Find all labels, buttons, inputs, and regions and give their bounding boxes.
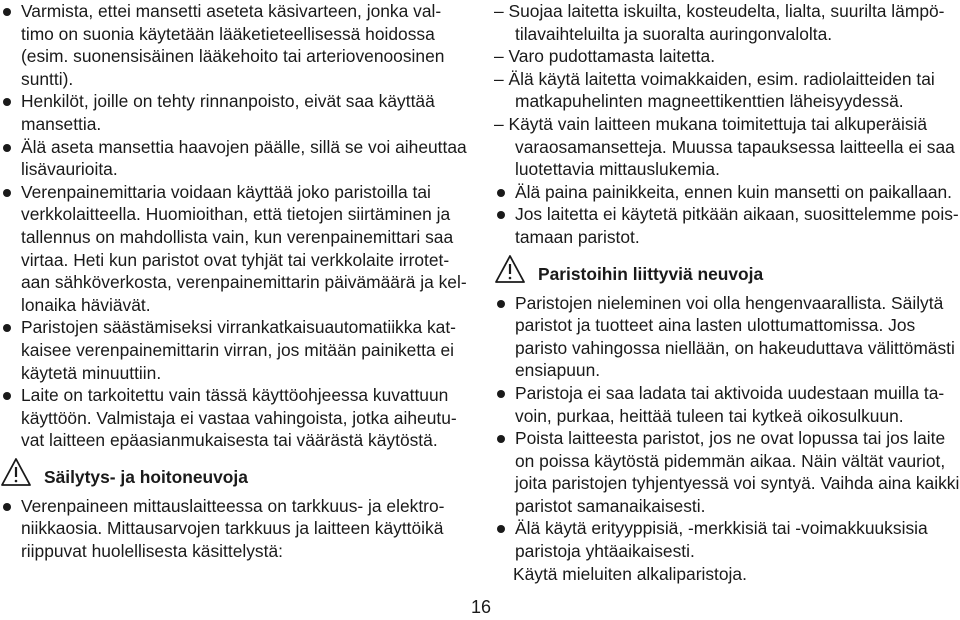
- bullet-item-line: [0, 226, 468, 249]
- bullet-item-line: [0, 316, 468, 339]
- bullet-item-line: [494, 472, 960, 495]
- text-line: [494, 563, 960, 586]
- text-line-content: Poista laitteesta paristot, jos ne ovat lopussa tai jos laite: [515, 428, 946, 449]
- bullet-item-line: [0, 0, 468, 23]
- bullet-item-line: [0, 158, 468, 181]
- text-line-content: Laite on tarkoitettu vain tässä käyttöohjeessa kuvattuun: [21, 385, 449, 406]
- text-line-content: paristo vahingossa niellään, on hakeuduttava välittömästi: [515, 337, 955, 358]
- bullet-item-line: [494, 337, 960, 360]
- bullet-item-line: [0, 495, 468, 518]
- bullet-item-line: [0, 362, 468, 385]
- section-heading-title: Paristoihin liittyviä neuvoja: [538, 263, 764, 284]
- text-line-content: tilavaihteluilta ja suoralta auringonvalolta.: [515, 23, 833, 44]
- text-line-content: (esim. suonensisäinen lääkehoito tai arteriovenoosinen: [21, 46, 445, 67]
- section-heading-title: Säilytys- ja hoitoneuvoja: [44, 466, 248, 487]
- bullet-dot-icon: [497, 189, 505, 197]
- dash-item-line: [494, 136, 960, 159]
- text-line-content: matkapuhelinten magneettikenttien läheisyydessä.: [515, 91, 904, 112]
- bullet-dot-icon: [3, 8, 11, 16]
- section-heading: [494, 249, 960, 292]
- text-line-content: luotettavia mittauslukemia.: [515, 159, 720, 180]
- text-line-content: käytetä minuuttiin.: [21, 362, 162, 383]
- bullet-item-line: [0, 90, 468, 113]
- page-number: 16: [471, 597, 492, 617]
- bullet-item-line: [494, 450, 960, 473]
- text-line-content: verkkolaitteella. Huomioithan, että tietojen siirtäminen ja: [21, 204, 451, 225]
- bullet-dot-icon: [497, 525, 505, 533]
- text-line-content: ensiapuun.: [515, 360, 601, 381]
- text-line-content: aan sähköverkosta, verenpainemittarin päivämäärä ja kel-: [21, 272, 467, 293]
- dash-item-line: [494, 45, 960, 68]
- bullet-item-line: [0, 384, 468, 407]
- text-line-content: – Suojaa laitetta iskuilta, kosteudelta, lialta, suurilta lämpö-: [494, 1, 945, 21]
- bullet-item-line: [0, 68, 468, 91]
- bullet-item-line: [494, 382, 960, 405]
- bullet-item-line: [0, 271, 468, 294]
- right-column: [494, 0, 960, 585]
- bullet-item-line: [0, 181, 468, 204]
- bullet-item-line: [0, 113, 468, 136]
- text-line-content: – Käytä vain laitteen mukana toimitettuja tai alkuperäisiä: [494, 113, 928, 134]
- bullet-item-line: [494, 427, 960, 450]
- text-line-content: vat laitteen epäasianmukaisesta tai väärästä käytöstä.: [21, 430, 438, 451]
- text-line-content: paristot ja tuotteet aina lasten ulottumattomissa. Jos: [515, 315, 916, 336]
- text-line-content: Älä käytä erityyppisiä, -merkkisiä tai -voimakkuuksisia: [515, 518, 928, 539]
- text-line-content: riippuvat huolellisesta käsittelystä:: [21, 541, 283, 562]
- bullet-item-line: [494, 203, 960, 226]
- text-line-content: Jos laitetta ei käytetä pitkään aikaan, suosittelemme pois-: [515, 204, 959, 225]
- text-line-content: paristot samanaikaisesti.: [515, 495, 706, 516]
- section-heading: [0, 452, 468, 495]
- text-line-content: mansettia.: [21, 113, 102, 134]
- text-line-content: – Varo pudottamasta laitetta.: [494, 46, 716, 67]
- text-line-content: joita paristojen tyhjentyessä voi syntyä. Vaihda aina kaikki: [515, 473, 960, 494]
- bullet-dot-icon: [3, 392, 11, 400]
- bullet-item-line: [494, 292, 960, 315]
- bullet-dot-icon: [497, 435, 505, 443]
- text-line-content: tamaan paristot.: [515, 226, 640, 247]
- text-line-content: lonaika häviävät.: [21, 294, 151, 315]
- bullet-dot-icon: [3, 503, 11, 511]
- dash-item-line: [494, 90, 960, 113]
- text-line-content: suntti).: [21, 68, 74, 89]
- left-column: [0, 0, 468, 563]
- text-line-content: Paristoja ei saa ladata tai aktivoida uudestaan muilla ta-: [515, 382, 945, 403]
- bullet-item-line: [0, 407, 468, 430]
- dash-item-line: [494, 68, 960, 91]
- bullet-item-line: [0, 136, 468, 159]
- bullet-dot-icon: [497, 390, 505, 398]
- text-line-content: Verenpainemittaria voidaan käyttää joko paristoilla tai: [21, 181, 431, 202]
- bullet-item-line: [494, 314, 960, 337]
- text-line-content: Henkilöt, joille on tehty rinnanpoisto, eivät saa käyttää: [21, 91, 435, 112]
- text-line-content: lisävaurioita.: [21, 159, 118, 180]
- text-line-content: käyttöön. Valmistaja ei vastaa vahingoista, jotka aiheutu-: [21, 407, 457, 428]
- text-line-content: Älä aseta mansettia haavojen päälle, sillä se voi aiheuttaa: [21, 136, 467, 157]
- bullet-item-line: [0, 517, 468, 540]
- text-line-content: Varmista, ettei mansetti aseteta käsivarteen, jonka val-: [21, 1, 442, 21]
- bullet-dot-icon: [3, 324, 11, 332]
- bullet-item-line: [494, 359, 960, 382]
- dash-item-line: [494, 23, 960, 46]
- bullet-item-line: [0, 294, 468, 317]
- bullet-item-line: [0, 23, 468, 46]
- bullet-item-line: [0, 249, 468, 272]
- bullet-item-line: [0, 429, 468, 452]
- text-line-content: Paristojen säästämiseksi virrankatkaisuautomatiikka kat-: [21, 317, 456, 338]
- bullet-dot-icon: [497, 211, 505, 219]
- bullet-item-line: [0, 203, 468, 226]
- text-line-content: tallennus on mahdollista vain, kun verenpainemittari saa: [21, 226, 454, 247]
- bullet-item-line: [494, 405, 960, 428]
- warning-triangle-icon: [494, 254, 526, 284]
- bullet-item-line: [494, 181, 960, 204]
- text-line-content: voin, purkaa, heittää tuleen tai kytkeä oikosulkuun.: [515, 405, 904, 426]
- bullet-item-line: [0, 339, 468, 362]
- bullet-dot-icon: [3, 98, 11, 106]
- bullet-item-line: [494, 517, 960, 540]
- bullet-item-line: [494, 495, 960, 518]
- text-line-content: Paristojen nieleminen voi olla hengenvaarallista. Säilytä: [515, 292, 944, 313]
- bullet-item-line: [494, 540, 960, 563]
- dash-item-line: [494, 0, 960, 23]
- bullet-dot-icon: [497, 300, 505, 308]
- text-line-content: paristoja yhtäaikaisesti.: [515, 541, 695, 562]
- bullet-item-line: [494, 226, 960, 249]
- warning-triangle-icon: [0, 457, 32, 487]
- text-line-content: Älä paina painikkeita, ennen kuin mansetti on paikallaan.: [515, 181, 952, 202]
- bullet-dot-icon: [3, 144, 11, 152]
- bullet-item-line: [0, 540, 468, 563]
- text-line-content: Käytä mieluiten alkaliparistoja.: [513, 563, 747, 584]
- text-line-content: – Älä käytä laitetta voimakkaiden, esim. radiolaitteiden tai: [494, 68, 935, 89]
- text-line-content: on poissa käytöstä pidemmän aikaa. Näin vältät vauriot,: [515, 450, 946, 471]
- text-line-content: kaisee verenpainemittarin virran, jos mitään painiketta ei: [21, 339, 455, 360]
- dash-item-line: [494, 113, 960, 136]
- dash-item-line: [494, 158, 960, 181]
- text-line-content: virtaa. Heti kun paristot ovat tyhjät tai verkkolaite irrotet-: [21, 249, 450, 270]
- text-line-content: timo on suonia käytetään lääketieteellisessä hoidossa: [21, 23, 435, 44]
- text-line-content: Verenpaineen mittauslaitteessa on tarkkuus- ja elektro-: [21, 495, 445, 516]
- text-line-content: niikkaosia. Mittausarvojen tarkkuus ja laitteen käyttöikä: [21, 518, 444, 539]
- bullet-dot-icon: [3, 189, 11, 197]
- bullet-item-line: [0, 45, 468, 68]
- text-line-content: varaosamansetteja. Muussa tapauksessa laitteella ei saa: [515, 136, 955, 157]
